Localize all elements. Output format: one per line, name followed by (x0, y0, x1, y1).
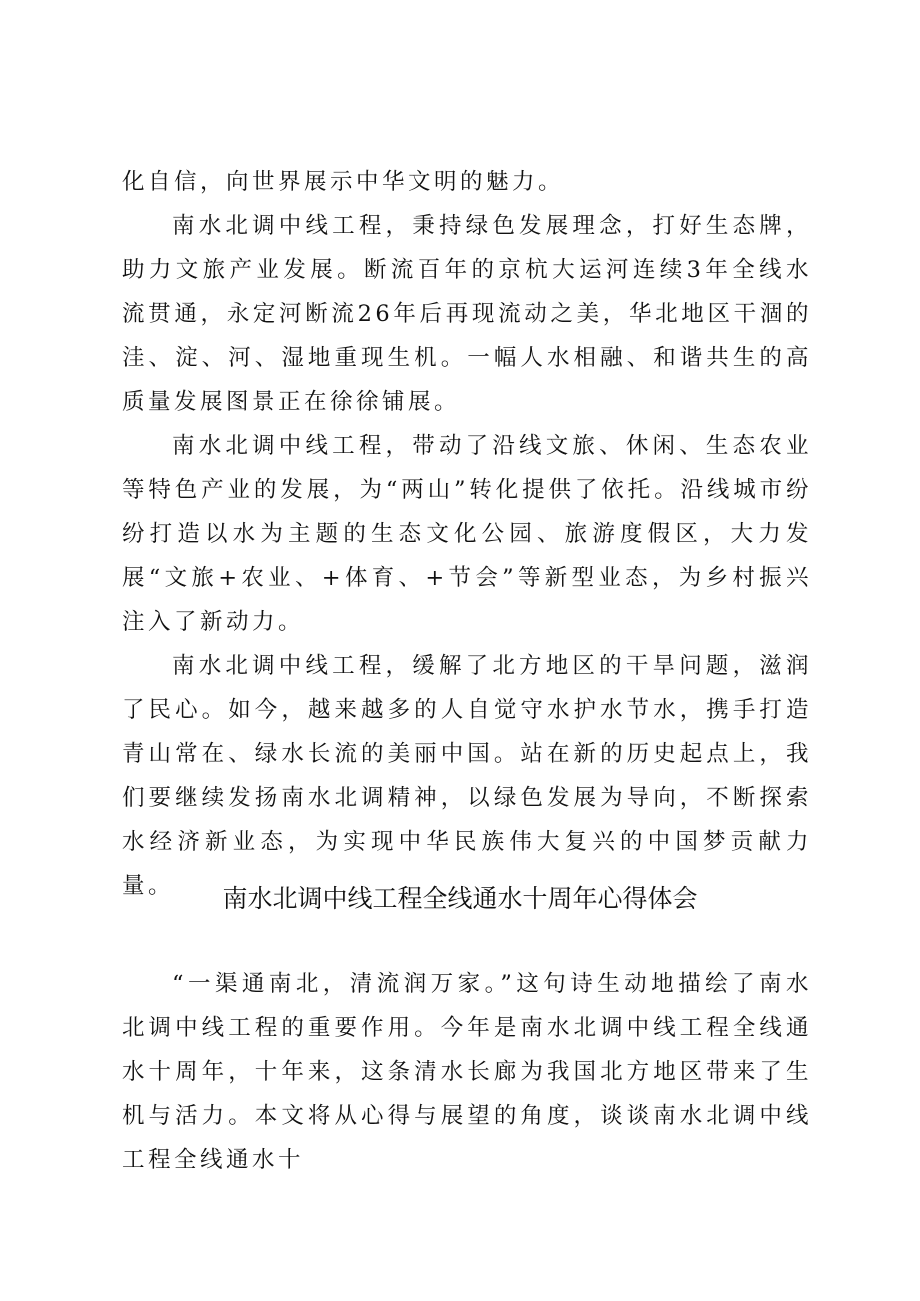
article-continuation (122, 160, 812, 908)
paragraph-industry: 南水北调中线工程，带动了沿线文旅、休闲、生态农业等特色产业的发展，为“两山”转化提供了依托。沿线城市纷纷打造以水为主题的生态文化公园、旅游度假区，大力发展“文旅+农业、+体育、+节会”等新型业态，为乡村振兴注入了新动力。 (122, 433, 812, 635)
paragraph-ecology: 南水北调中线工程，秉持绿色发展理念，打好生态牌，助力文旅产业发展。断流百年的京杭大运河连续3年全线水流贯通，永定河断流26年后再现流动之美，华北地区干涸的洼、淀、河、湿地重现生机。一幅人水相融、和谐共生的高质量发展图景正在徐徐铺展。 (122, 213, 812, 415)
paragraph-livelihood: 南水北调中线工程，缓解了北方地区的干旱问题，滋润了民心。如今，越来越多的人自觉守水护水节水，携手打造青山常在、绿水长流的美丽中国。站在新的历史起点上，我们要继续发扬南水北调精神，以绿色发展为导向，不断探索水经济新业态，为实现中华民族伟大复兴的中国梦贡献力量。 (122, 653, 812, 899)
article-title: 南水北调中线工程全线通水十周年心得体会 (222, 884, 698, 913)
paragraph-intro: “一渠通南北，清流润万家。”这句诗生动地描绘了南水北调中线工程的重要作用。今年是南水北调中线工程全线通水十周年，十年来，这条清水长廊为我国北方地区带来了生机与活力。本文将从心得与展望的角度，谈谈南水北调中线工程全线通水十 (122, 971, 812, 1173)
article-body (122, 962, 812, 1182)
paragraph-continuation: 化自信，向世界展示中华文明的魅力。 (122, 169, 565, 195)
